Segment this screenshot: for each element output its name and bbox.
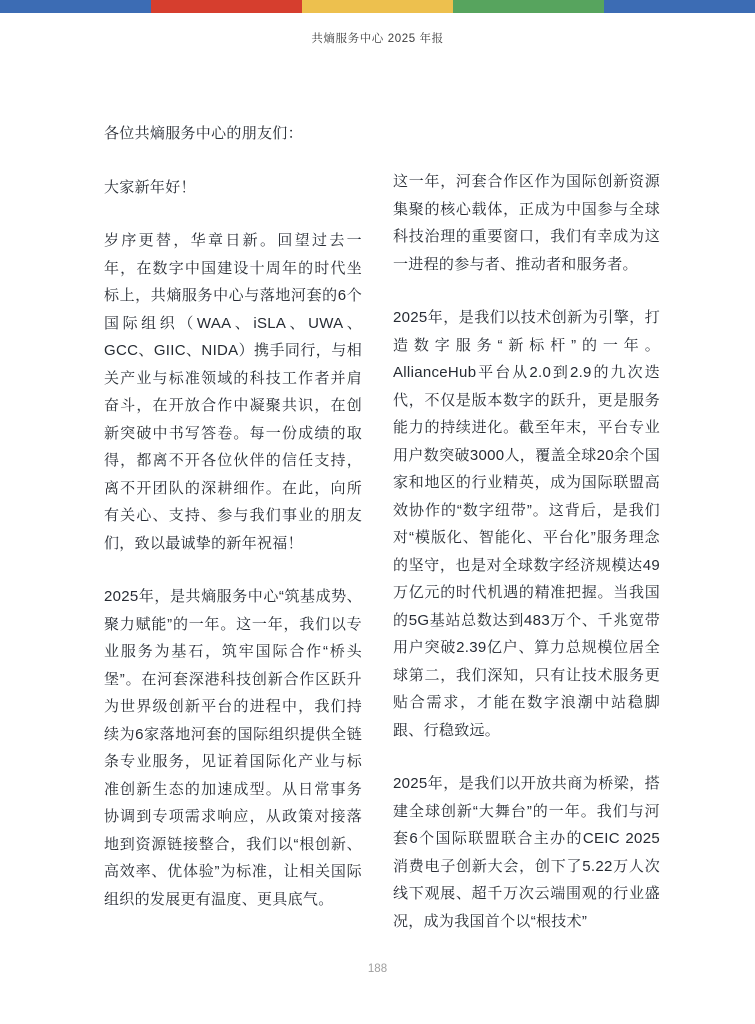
paragraph: 2025年，是共熵服务中心“筑基成势、聚力赋能”的一年。这一年，我们以专业服务为基石，筑牢国际合作“桥头堡”。在河套深港科技创新合作区跃升为世界级创新平台的进程中，我们持续为6家落地河套的国际组织提供全链条专业服务，见证着国际化产业与标准创新生态的加速成型。从日常事务协调到专项需求响应，从政策对接落地到资源链接整合，我们以“根创新、高效率、优体验”为标准，让相关国际组织的发展更有温度、更具底气。 — [104, 588, 362, 908]
top-color-bar — [0, 0, 755, 13]
right-text-column — [393, 120, 660, 935]
paragraph: 大家新年好！ — [104, 178, 196, 196]
paragraph: 2025年，是我们以技术创新为引擎，打造数字服务“新标杆”的一年。AllianceHub平台从2.0到2.9的九次迭代，不仅是版本数字的跃升，更是服务能力的持续进化。截至年末，平台专业用户数突破3000人，覆盖全球20余个国家和地区的行业精英，成为国际联盟高效协作的“数字纽带”。这背后，是我们对“模版化、智能化、平台化”服务理念的坚守，也是对全球数字经济规模达49万亿元的时代机遇的精准把握。当我国的5G基站总数达到483万个、千兆宽带用户突破2.39亿户、算力总规模位居全球第二，我们深知，只有让技术服务更贴合需求，才能在数字浪潮中站稳脚跟、行稳致远。 — [393, 309, 660, 739]
left-text-column — [104, 120, 362, 935]
color-bar-segment — [302, 0, 453, 13]
letter-body — [104, 120, 660, 935]
paragraph: 各位共熵服务中心的朋友们： — [104, 125, 303, 142]
color-bar-segment — [0, 0, 151, 13]
color-bar-segment — [604, 0, 755, 13]
paragraph: 这一年，河套合作区作为国际创新资源集聚的核心载体，正成为中国参与全球科技治理的重要窗口，我们有幸成为这一进程的参与者、推动者和服务者。 — [393, 173, 660, 273]
paragraph: 2025年，是我们以开放共商为桥梁，搭建全球创新“大舞台”的一年。我们与河套6个国际联盟联合主办的CEIC 2025消费电子创新大会，创下了5.22万人次线下观展、超千万次云端围观的行业盛况，成为我国首个以“根技术” — [393, 775, 660, 930]
page-header-title: 共熵服务中心 2025 年报 — [311, 33, 444, 45]
paragraph: 岁序更替，华章日新。回望过去一年，在数字中国建设十周年的时代坐标上，共熵服务中心与落地河套的6个国际组织（WAA、iSLA、UWA、GCC、GIIC、NIDA）携手同行，与相关产业与标准领域的科技工作者并肩奋斗，在开放合作中凝聚共识，在创新突破中书写答卷。每一份成绩的取得，都离不开各位伙伴的信任支持，离不开团队的深耕细作。在此，向所有关心、支持、参与我们事业的朋友们，致以最诚挚的新年祝福！ — [104, 232, 362, 552]
color-bar-segment — [151, 0, 302, 13]
color-bar-segment — [453, 0, 604, 13]
page-number: 188 — [367, 963, 388, 975]
